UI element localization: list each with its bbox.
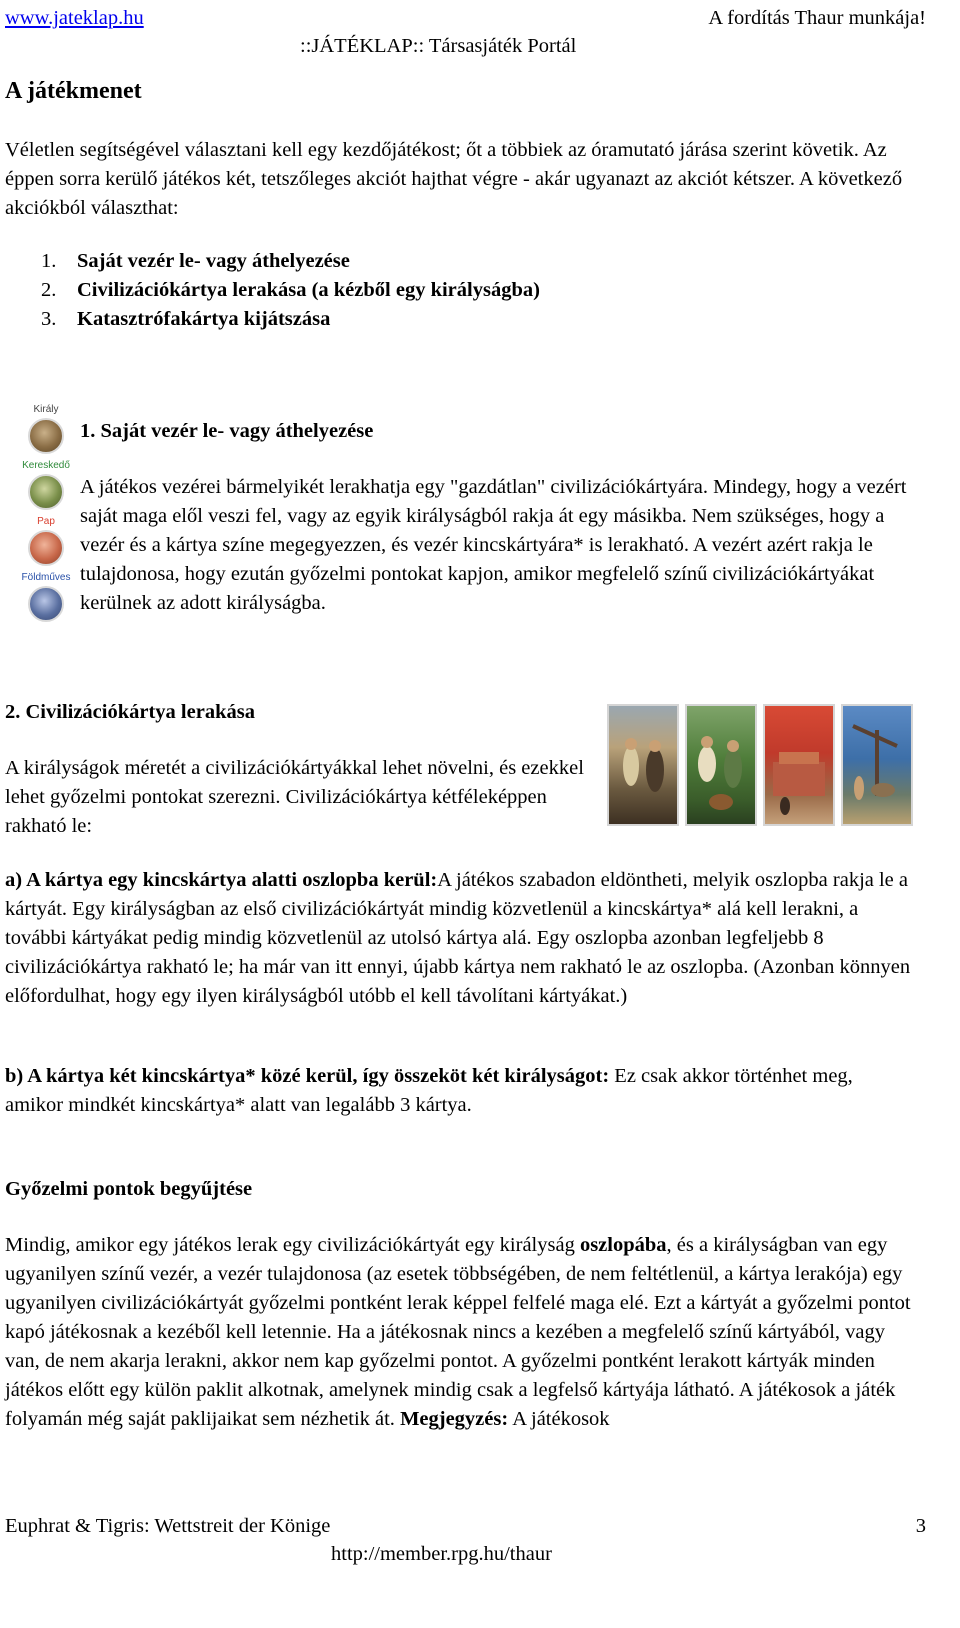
list-item: [5, 247, 905, 276]
list-number: 1.: [41, 250, 57, 272]
option-b-heading: b) A kártya két kincskártya* közé kerül, így összeköt két királyságot:: [5, 1065, 610, 1087]
site-link[interactable]: www.jateklap.hu: [5, 7, 144, 29]
list-number: 3.: [41, 308, 57, 330]
victory-paragraph: [5, 1231, 917, 1434]
translator-credit: A fordítás Thaur munkája!: [708, 7, 926, 29]
blue-card: [841, 704, 913, 826]
action-list: [5, 247, 905, 334]
option-b-paragraph: [5, 1062, 915, 1120]
list-number: 2.: [41, 279, 57, 301]
victory-bold-1: oszlopába: [579, 1234, 667, 1256]
green-card: [685, 704, 757, 826]
option-a-text: A játékos szabadon eldöntheti, melyik oszlopba rakja le a kártyát. Egy királyságban az első civilizációkártyát mindig közvetlenül a kincskártya* alá kell lerakni, a további kártyákat pedig mindig közvetlenül az utolsó kártya alá. Egy oszlopba azonban legfeljebb 8 civilizációkártya rakható le; ha már van itt ennyi, újabb kártya nem rakható le az oszlopba. (Azonban könnyen előfordulhat, hogy egy ilyen királyságból utóbb el kell távolítani kártyákat.): [5, 869, 911, 1007]
victory-bold-2: Megjegyzés:: [400, 1408, 509, 1430]
option-a-heading: a) A kártya egy kincskártya alatti oszlopba kerül:: [5, 869, 438, 891]
section1-title: 1. Saját vezér le- vagy áthelyezése: [80, 420, 374, 442]
victory-text-1: Mindig, amikor egy játékos lerak egy civilizációkártyát egy királyság: [5, 1234, 580, 1256]
red-card: [763, 704, 835, 826]
portal-title: ::JÁTÉKLAP:: Társasjáték Portál: [300, 35, 577, 57]
priest-token-icon: [28, 530, 64, 566]
civilization-cards-image: [607, 704, 917, 828]
list-item-label: Katasztrófakártya kijátszása: [77, 308, 331, 330]
leader-legend: [14, 404, 78, 628]
victory-text-3: A játékosok: [508, 1408, 610, 1430]
section2-title: 2. Civilizációkártya lerakása: [5, 701, 255, 723]
list-item-label: Civilizációkártya lerakása (a kézből egy királyságba): [77, 279, 540, 301]
option-b-text: Ez csak akkor történhet meg, amikor mindkét kincskártya* alatt van legalább 3 kártya.: [5, 1065, 853, 1116]
farmer-label: Földműves: [21, 572, 71, 583]
farmer-token-icon: [28, 586, 64, 622]
intro-paragraph: Véletlen segítségével választani kell egy kezdőjátékost; őt a többiek az óramutató járása szerint követik. Az éppen sorra kerülő játékos két, tetszőleges akciót hajthat végre - akár ugyanazt az akciót kétszer. A következő akciókból választhat:: [5, 139, 903, 219]
footer-url: http://member.rpg.hu/thaur: [331, 1543, 552, 1565]
list-item: [5, 305, 905, 334]
victory-text-2: , és a királyságban van egy ugyanilyen színű vezér, a vezér tulajdonosa (az esetek többségében, de nem feltétlenül, a kártya lerakója) egy ugyanilyen civilizációkártyát győzelmi pontként lerak képpel felfelé maga elé. Ezt a kártyát a győzelmi pontot kapó játékosnak a kezéből kell letennie. Ha a játékosnak nincs a kezében a megfelelő színű kártyából, vagy van, de nem akarja lerakni, akkor nem kap győzelmi pontot. A győzelmi pontként lerakott kártyák minden játékos előtt egy külön paklit alkotnak, amelynek mindig csak a legfelső kártyája látható. A játékosok a játék folyamán még saját paklijaikat sem nézhetik át.: [5, 1234, 911, 1430]
king-token-icon: [28, 418, 64, 454]
list-item-label: Saját vezér le- vagy áthelyezése: [77, 250, 350, 272]
victory-title: Győzelmi pontok begyűjtése: [5, 1178, 253, 1200]
page-number: 3: [915, 1515, 926, 1537]
list-item: [5, 276, 905, 305]
black-card: [607, 704, 679, 826]
section-title: A játékmenet: [5, 78, 142, 104]
priest-label: Pap: [37, 516, 55, 527]
trader-label: Kereskedő: [22, 460, 70, 471]
trader-token-icon: [28, 474, 64, 510]
section1-body: A játékos vezérei bármelyikét lerakhatja egy "gazdátlan" civilizációkártyára. Mindegy, hogy a vezért saját maga elől veszi fel, vagy az egyik királyságból rakja át egy másikba. Nem szükséges, hogy a vezér és a kártya színe megegyezzen, és vezér kincskártyára* is lerakható. A vezért azért rakja le tulajdonosa, hogy ezután győzelmi pontokat kapjon, amikor megfelelő színű civilizációkártyákat kerülnek az adott királyságba.: [80, 476, 907, 614]
section2-body: A királyságok méretét a civilizációkártyákkal lehet növelni, és ezekkel lehet győzelmi pontokat szerezni. Civilizációkártya kétféleképpen rakható le:: [5, 757, 584, 837]
option-a-paragraph: [5, 866, 915, 1011]
footer-title: Euphrat & Tigris: Wettstreit der Könige: [5, 1515, 331, 1537]
king-label: Király: [33, 404, 59, 415]
